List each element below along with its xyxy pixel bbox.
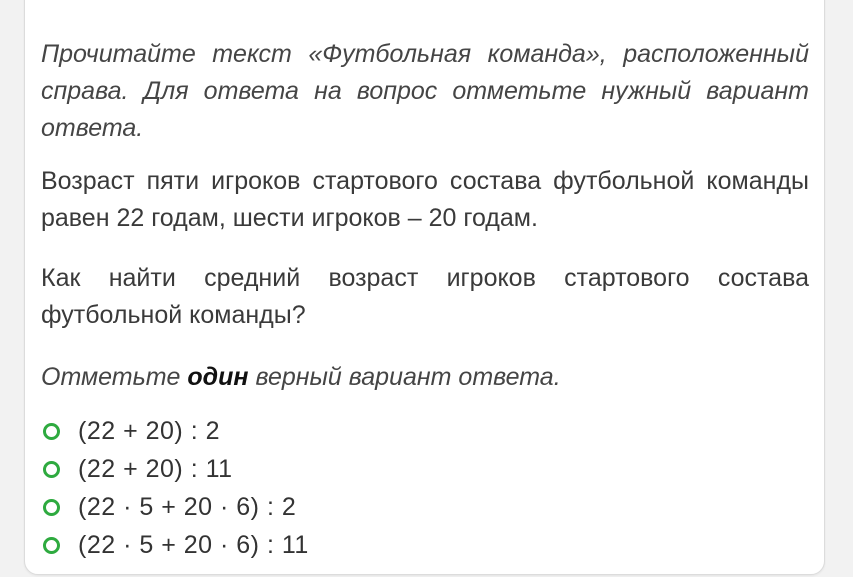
radio-button[interactable] xyxy=(43,537,60,554)
radio-button[interactable] xyxy=(43,499,60,516)
task-instruction: Прочитайте текст «Футбольная команда», расположенный справа. Для ответа на вопрос отметьте нужный вариант ответа. xyxy=(41,40,809,142)
answer-option-label: (22 + 20) : 2 xyxy=(78,416,220,445)
radio-button[interactable] xyxy=(43,423,60,440)
task-context: Возраст пяти игроков стартового состава футбольной команды равен 22 годам, шести игроков – 20 годам. xyxy=(41,167,809,232)
answer-option-label: (22 · 5 + 20 · 6) : 2 xyxy=(78,492,297,521)
answer-option[interactable] xyxy=(41,412,809,450)
note-emphasis: один xyxy=(187,363,249,391)
answer-note xyxy=(41,359,809,396)
answer-option[interactable] xyxy=(41,526,809,564)
answer-option-label: (22 + 20) : 11 xyxy=(78,454,233,483)
answer-option-label: (22 · 5 + 20 · 6) : 11 xyxy=(78,530,309,559)
note-prefix: Отметьте xyxy=(41,363,188,391)
radio-button[interactable] xyxy=(43,461,60,478)
answer-option[interactable] xyxy=(41,488,809,526)
answer-option[interactable] xyxy=(41,450,809,488)
note-suffix: верный вариант ответа. xyxy=(248,363,561,391)
question-content xyxy=(41,36,809,564)
task-question: Как найти средний возраст игроков стартового состава футбольной команды? xyxy=(41,264,809,329)
answer-options xyxy=(41,412,809,564)
